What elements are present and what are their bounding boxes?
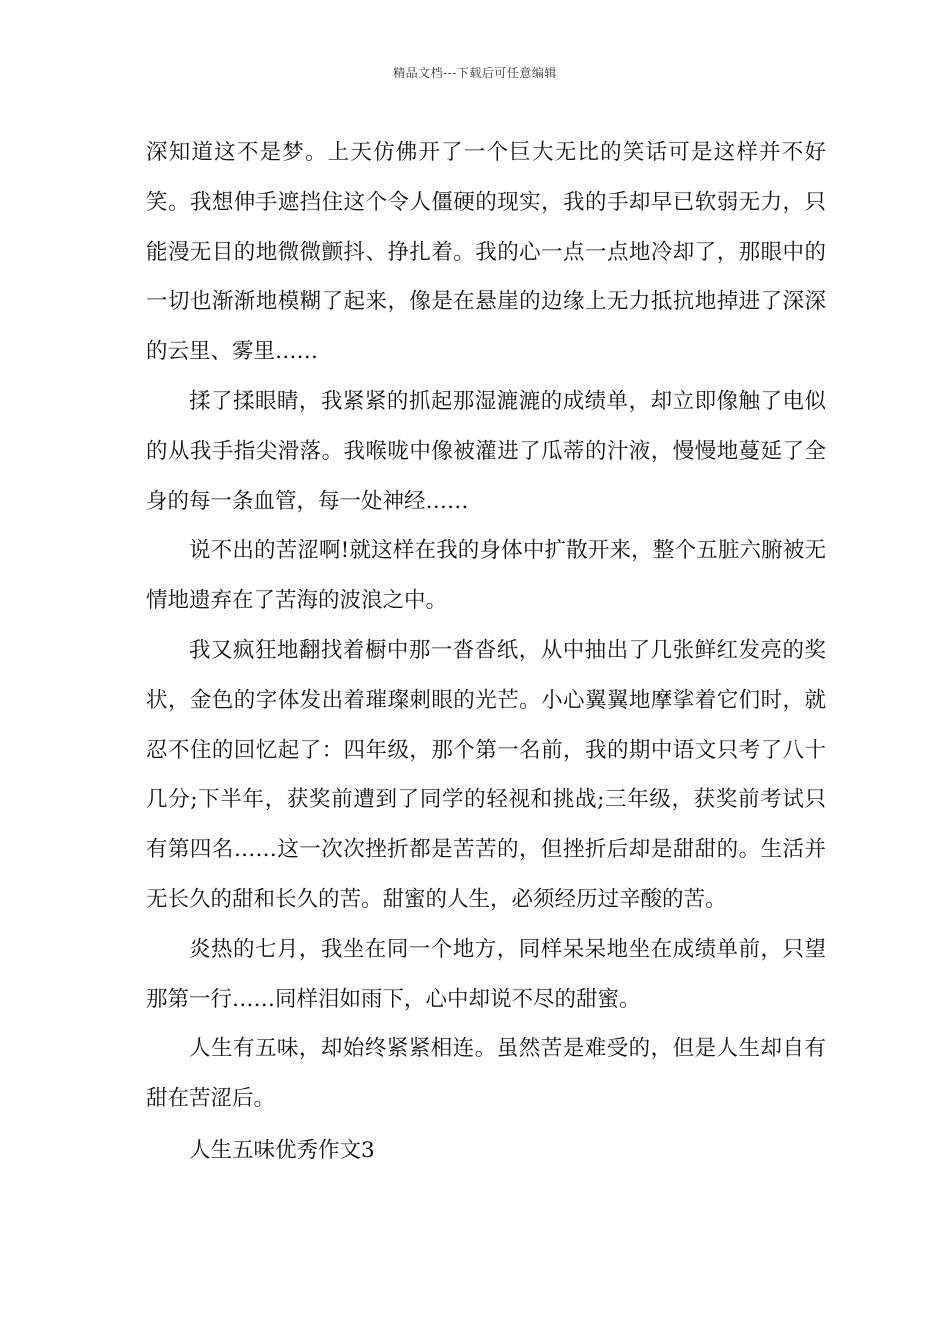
page-header: 精品文档---下载后可任意编辑: [393, 66, 557, 80]
paragraph-6: 人生有五味，却始终紧紧相连。虽然苦是难受的，但是人生却自有甜在苦涩后。: [146, 1036, 826, 1112]
section-title: 人生五味优秀作文3: [189, 1137, 375, 1163]
paragraph-1: 深知道这不是梦。上天仿佛开了一个巨大无比的笑话可是这样并不好笑。我想伸手遮挡住这个令人僵硬的现实，我的手却早已软弱无力，只能漫无目的地微微颤抖、挣扎着。我的心一点一点地冷却了，那眼中的一切也渐渐地模糊了起来，像是在悬崖的边缘上无力抵抗地掉进了深深的云里、雾里……: [146, 140, 826, 365]
paragraph-4: 我又疯狂地翻找着橱中那一沓沓纸，从中抽出了几张鲜红发亮的奖状，金色的字体发出着璀璨刺眼的光芒。小心翼翼地摩挲着它们时，就忍不住的回忆起了：四年级，那个第一名前，我的期中语文只考了八十几分;下半年，获奖前遭到了同学的轻视和挑战;三年级，获奖前考试只有第四名……这一次次挫折都是苦苦的，但挫折后却是甜甜的。生活并无长久的甜和长久的苦。甜蜜的人生，必须经历过辛酸的苦。: [146, 637, 826, 912]
paragraph-2: 揉了揉眼睛，我紧紧的抓起那湿漉漉的成绩单，却立即像触了电似的从我手指尖滑落。我喉咙中像被灌进了瓜蒂的汁液，慢慢地蔓延了全身的每一条血管，每一处神经……: [146, 388, 826, 514]
paragraph-3: 说不出的苦涩啊!就这样在我的身体中扩散开来，整个五脏六腑被无情地遗弃在了苦海的波浪之中。: [146, 538, 826, 614]
paragraph-5: 炎热的七月，我坐在同一个地方，同样呆呆地坐在成绩单前，只望那第一行……同样泪如雨下，心中却说不尽的甜蜜。: [146, 936, 826, 1012]
document-body: [146, 128, 826, 1176]
